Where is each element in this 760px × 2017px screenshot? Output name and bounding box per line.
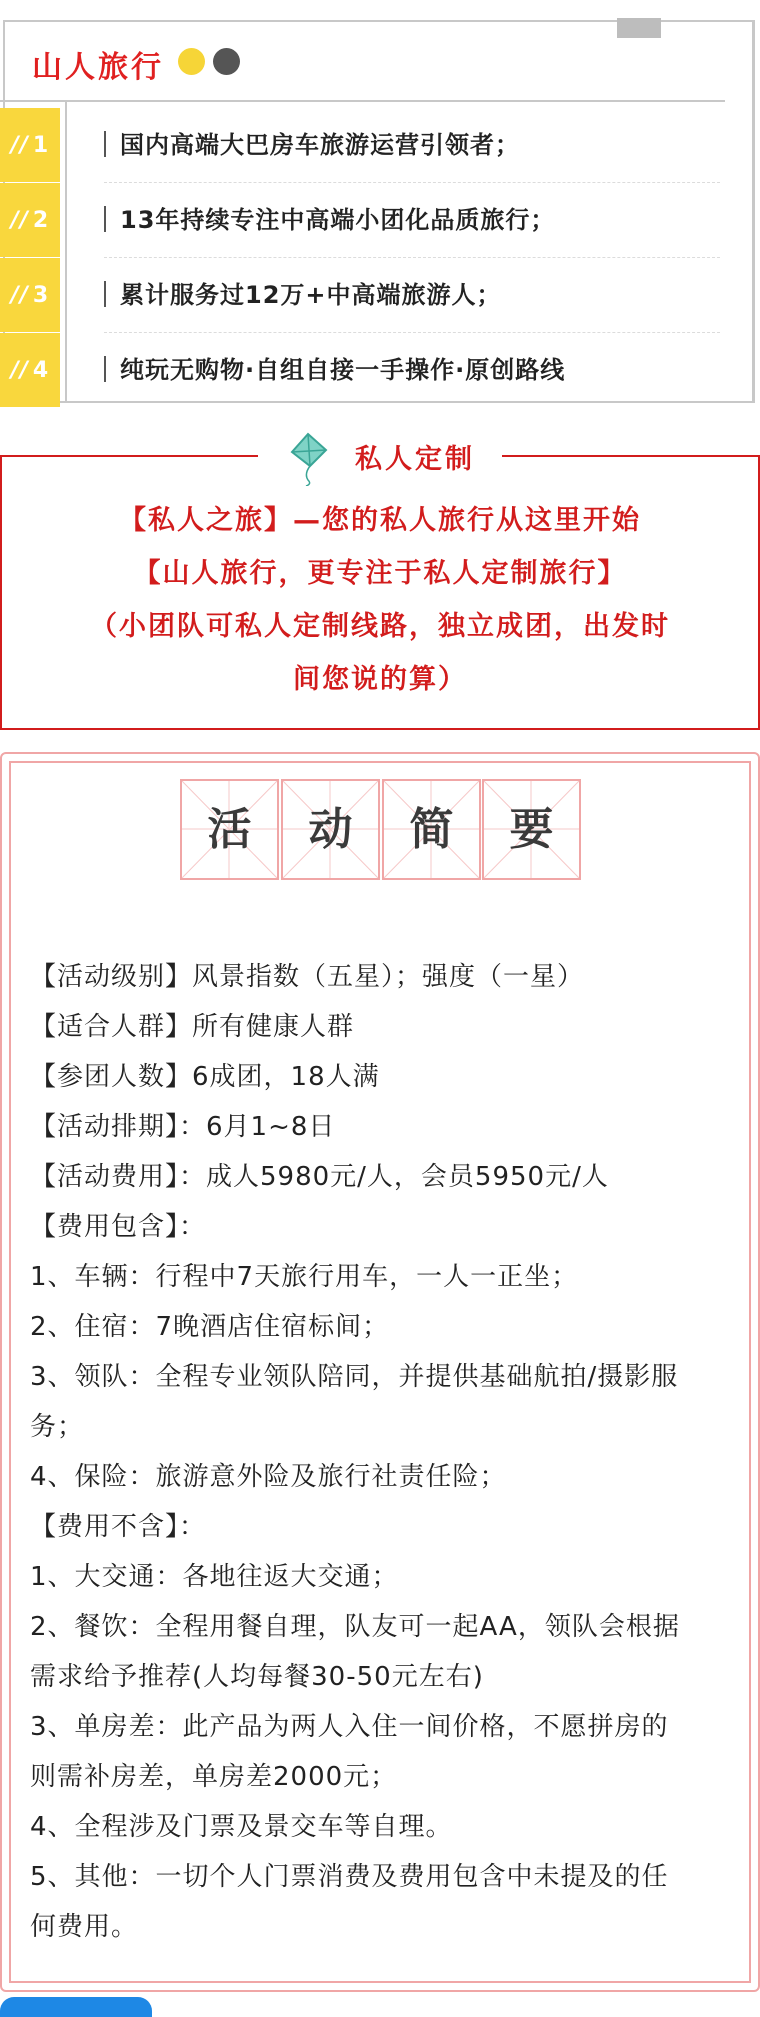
detail-line: 务； bbox=[30, 1412, 85, 1442]
detail-line: 何费用。 bbox=[30, 1912, 139, 1942]
detail-line: 4、保险：旅游意外险及旅行社责任险； bbox=[30, 1462, 507, 1492]
detail-line: 3、领队：全程专业领队陪同，并提供基础航拍/摄影服 bbox=[30, 1362, 679, 1392]
title-char: 活 bbox=[207, 804, 252, 855]
detail-line: 4、全程涉及门票及景交车等自理。 bbox=[30, 1812, 453, 1842]
title-char: 动 bbox=[308, 804, 353, 855]
detail-line: 【活动级别】风景指数（五星）；强度（一星） bbox=[30, 962, 585, 992]
title-grid-cell bbox=[482, 779, 581, 880]
feature-item bbox=[0, 108, 725, 182]
private-line: （小团队可私人定制线路，独立成团，出发时 bbox=[90, 611, 670, 642]
title-grid-cell bbox=[281, 779, 380, 880]
detail-line: 2、住宿：7晚酒店住宿标间； bbox=[30, 1312, 390, 1342]
feature-text: 13年持续专注中高端小团化品质旅行； bbox=[104, 183, 555, 257]
private-line: 【山人旅行，更专注于私人定制旅行】 bbox=[133, 558, 627, 589]
title-char: 要 bbox=[509, 804, 554, 855]
yellow-dot-icon bbox=[178, 48, 205, 75]
number-tag: // 4 bbox=[0, 333, 60, 407]
detail-line: 【费用不含】： bbox=[30, 1512, 207, 1542]
detail-line: 【参团人数】6成团，18人满 bbox=[30, 1062, 380, 1092]
detail-line: 3、单房差：此产品为两人入住一间价格，不愿拼房的 bbox=[30, 1712, 669, 1742]
detail-line: 1、大交通：各地往返大交通； bbox=[30, 1562, 399, 1592]
number-tag: // 1 bbox=[0, 108, 60, 182]
intro-card bbox=[0, 0, 760, 410]
detail-line: 5、其他：一切个人门票消费及费用包含中未提及的任 bbox=[30, 1862, 669, 1892]
kite-icon bbox=[286, 430, 330, 486]
feature-item bbox=[0, 183, 725, 257]
feature-text: 国内高端大巴房车旅游运营引领者； bbox=[104, 108, 520, 182]
title-grid-cell bbox=[382, 779, 481, 880]
private-line: 【私人之旅】—您的私人旅行从这里开始 bbox=[119, 505, 641, 536]
feature-item bbox=[0, 258, 725, 332]
detail-line: 【活动费用】：成人5980元/人，会员5950元/人 bbox=[30, 1162, 609, 1192]
detail-line: 2、餐饮：全程用餐自理，队友可一起AA，领队会根据 bbox=[30, 1612, 680, 1642]
bottom-action-button[interactable] bbox=[0, 1997, 152, 2017]
private-line: 间您说的算） bbox=[293, 664, 467, 695]
feature-text: 纯玩无购物·自组自接一手操作·原创路线 bbox=[104, 333, 565, 407]
number-tag: // 3 bbox=[0, 258, 60, 332]
feature-item bbox=[0, 333, 725, 407]
dark-dot-icon bbox=[213, 48, 240, 75]
detail-line: 则需补房差，单房差2000元； bbox=[30, 1762, 398, 1792]
brand-title: 山人旅行 bbox=[32, 50, 164, 85]
title-char: 简 bbox=[409, 804, 454, 855]
detail-line: 【费用包含】： bbox=[30, 1212, 207, 1242]
number-tag: // 2 bbox=[0, 183, 60, 257]
detail-line: 【适合人群】所有健康人群 bbox=[30, 1012, 355, 1042]
private-title: 私人定制 bbox=[355, 444, 475, 475]
title-grid-cell bbox=[180, 779, 279, 880]
detail-line: 【活动排期】：6月1~8日 bbox=[30, 1112, 336, 1142]
feature-text: 累计服务过12万+中高端旅游人； bbox=[104, 258, 502, 332]
corner-tab bbox=[617, 18, 661, 38]
detail-line: 1、车辆：行程中7天旅行用车，一人一正坐； bbox=[30, 1262, 579, 1292]
detail-line: 需求给予推荐(人均每餐30-50元左右) bbox=[30, 1662, 484, 1692]
